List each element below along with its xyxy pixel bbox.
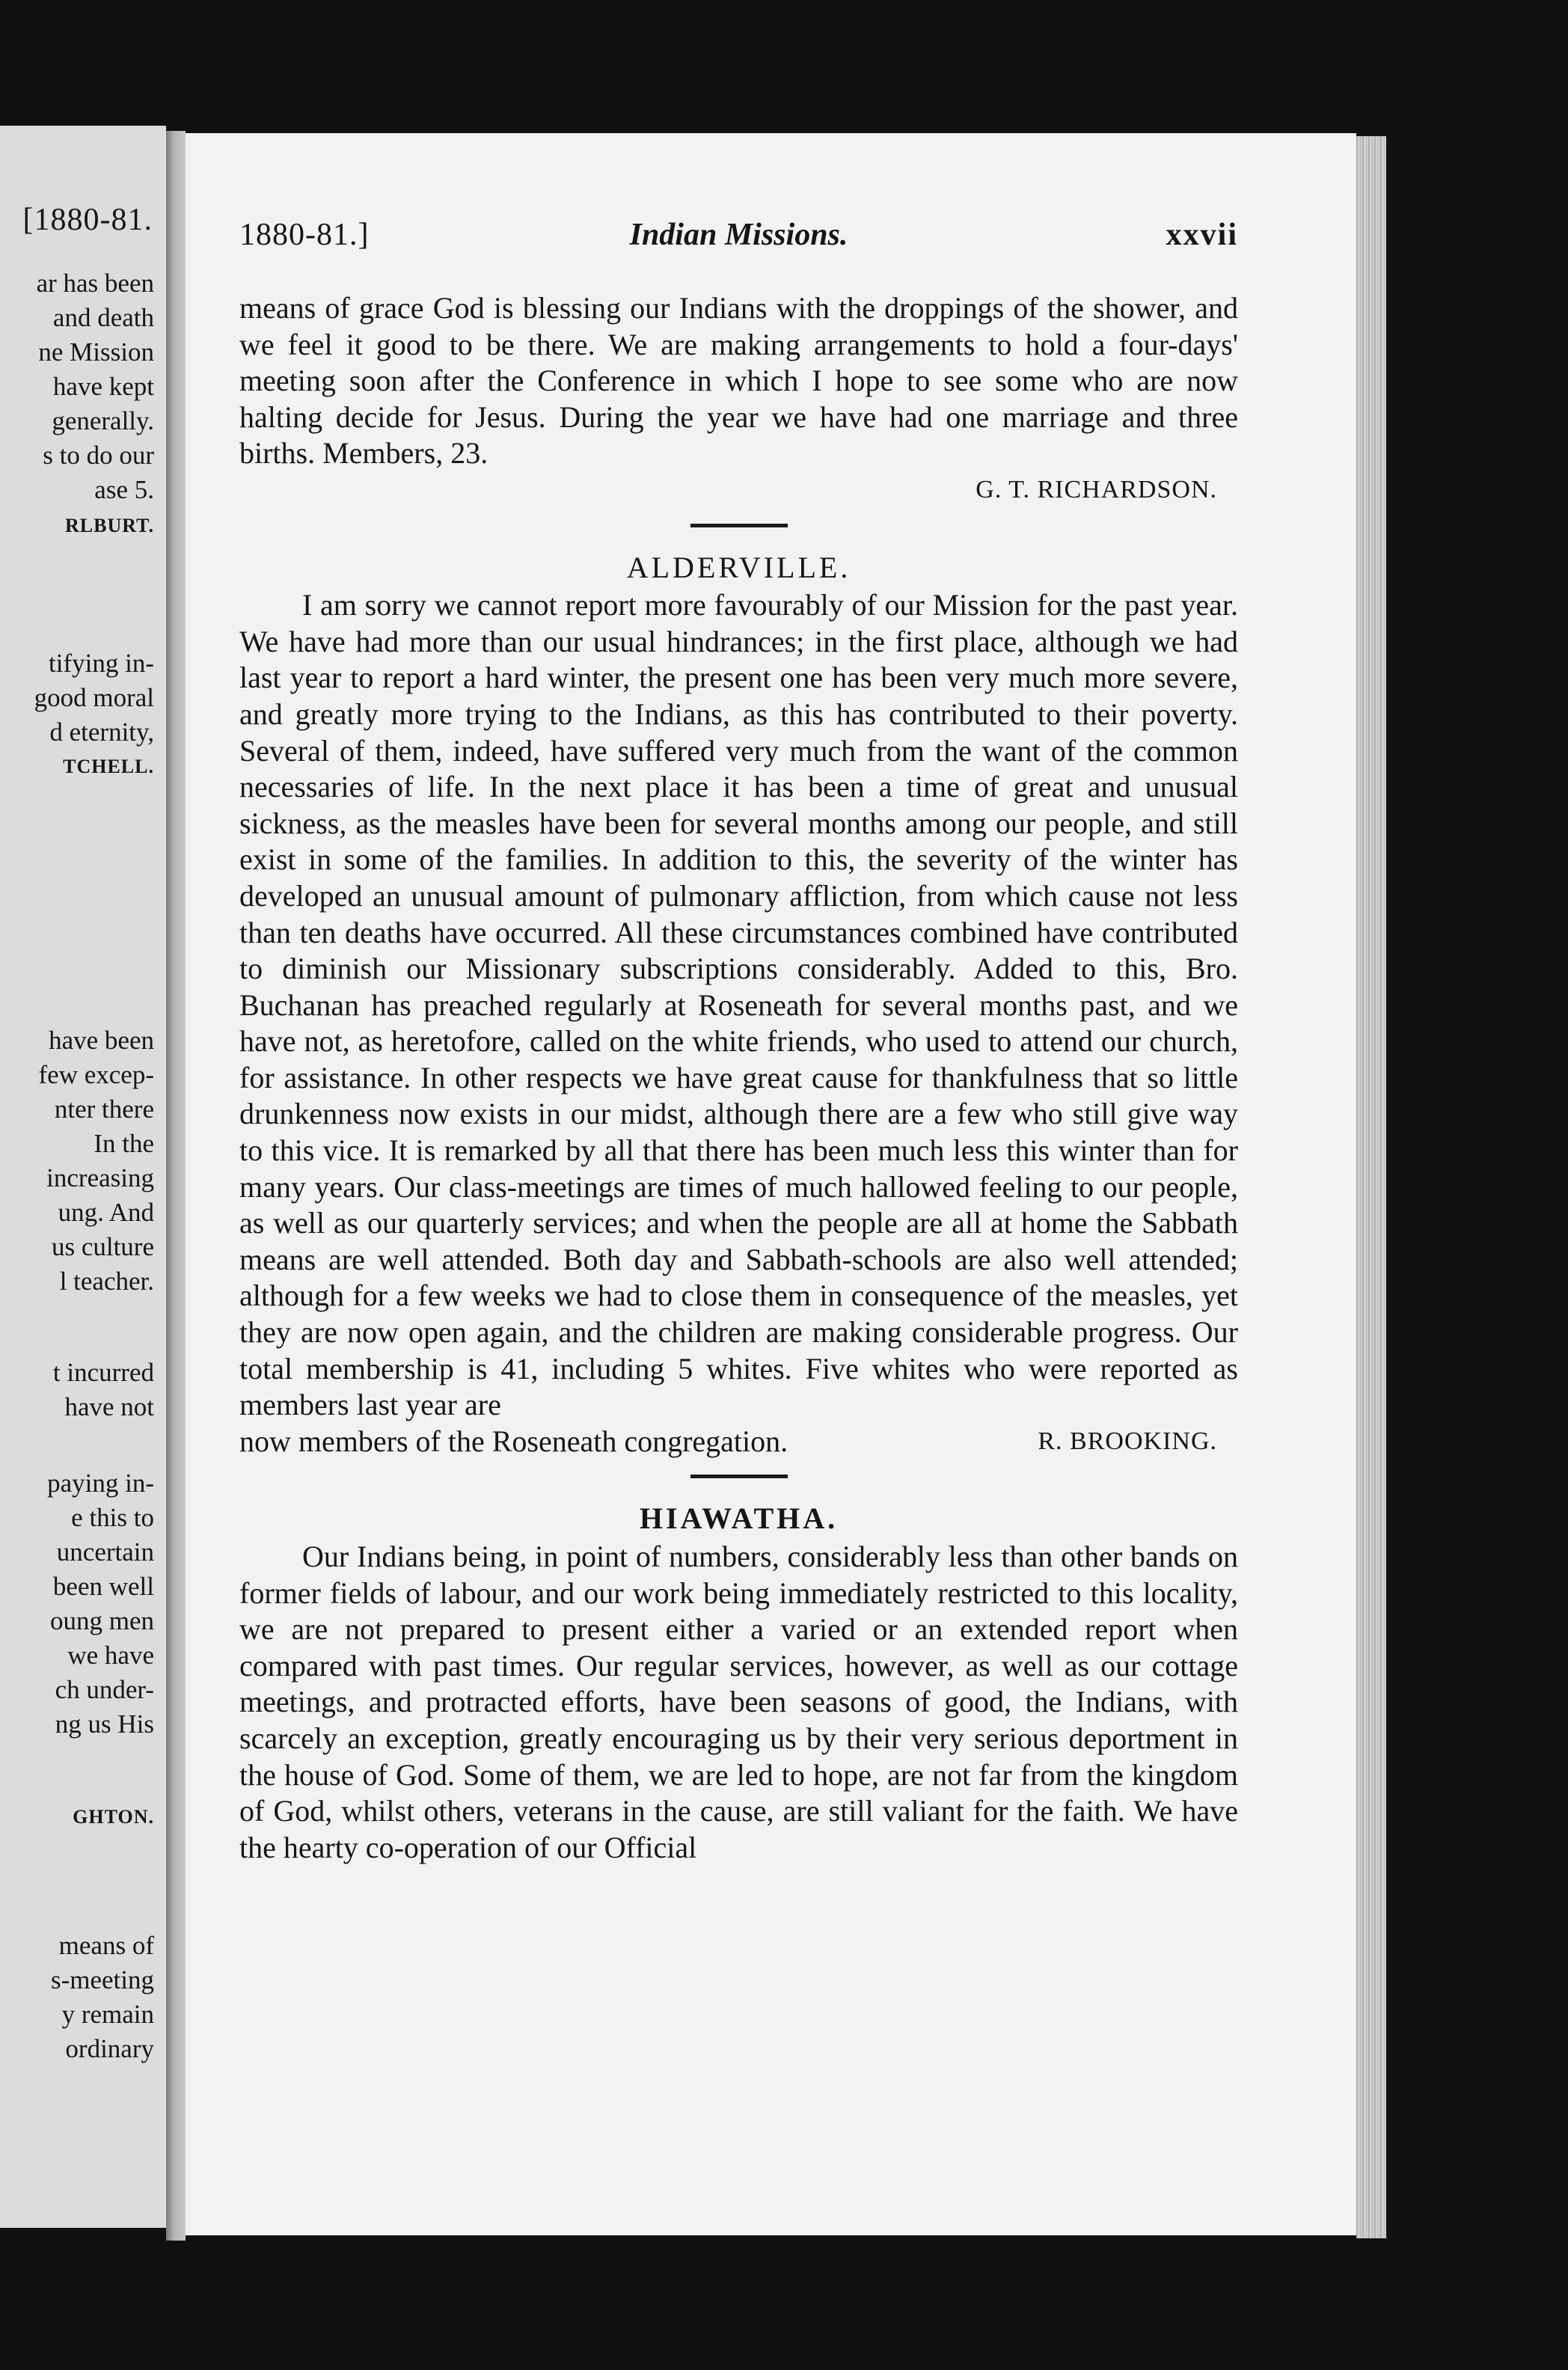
left-page-line: s to do our: [43, 441, 154, 470]
left-page-line: ne Mission: [38, 337, 154, 367]
left-page-line: been well: [52, 1572, 154, 1601]
intro-signature: G. T. RICHARDSON.: [976, 475, 1217, 503]
left-page-line: we have: [67, 1641, 154, 1670]
section-title-alderville: ALDERVILLE.: [626, 550, 851, 584]
left-page-line: ase 5.: [94, 475, 154, 504]
hiawatha-paragraph: Our Indians being, in point of numbers, considerably less than other bands on former fields of labour, and our work being immediately restricted to this locality, we are not prepared to present either a varied or an extended report when compared with past times. Our regular services, however, as well as our cottage meetings, and protracted efforts, have been seasons of good, the Indians, with scarcely an exception, greatly encouraging us by their very serious deportment in the house of God. Some of them, we are led to hope, are not far from the kingdom of God, whilst others, veterans in the cause, are still valiant for the faith. We have the hearty co-operation of our Official: [239, 1540, 1238, 1864]
left-page-line: y remain: [61, 2000, 154, 2029]
page-edges: [1356, 136, 1386, 2238]
header-title: Indian Missions.: [629, 218, 848, 252]
left-page-line: paying in-: [47, 1469, 154, 1498]
left-page-line: d eternity,: [49, 717, 154, 747]
header-year: 1880-81.]: [239, 218, 370, 252]
left-page-line: have kept: [52, 372, 154, 401]
left-page-line: tifying in-: [49, 649, 154, 678]
left-page-line: few excep-: [38, 1060, 154, 1089]
left-page-line: oung men: [49, 1606, 154, 1635]
intro-paragraph: means of grace God is blessing our Indians with the droppings of the shower, and we feel it good to be there. We are making arrangements to hold a four-days' meeting soon after the Conference in which I hope to see some who are now halting decide for Jesus. During the year we have had one marriage and three births. Members, 23.: [239, 291, 1238, 471]
left-page-line: GHTON.: [73, 1806, 154, 1828]
left-page-line: means of: [58, 1931, 154, 1960]
left-page-header: [1880-81.: [22, 203, 153, 237]
section-title-hiawatha: HIAWATHA.: [639, 1501, 839, 1536]
alderville-closing-line: [239, 1424, 1238, 1460]
section-divider: [690, 524, 788, 527]
page-body: [239, 290, 1238, 1866]
left-page-line: t incurred: [52, 1358, 154, 1387]
left-page-line: ordinary: [65, 2034, 154, 2063]
left-page-line: good moral: [34, 683, 154, 712]
alderville-last-line: now members of the Roseneath congregation.: [239, 1424, 788, 1458]
left-page-line: and death: [52, 303, 154, 332]
left-page-line: generally.: [52, 406, 154, 435]
running-header: [239, 217, 1238, 262]
left-page-line: s-meeting: [50, 1965, 154, 1994]
left-page-line: ung. And: [58, 1198, 154, 1227]
alderville-signature: R. BROOKING.: [1038, 1427, 1217, 1455]
book-gutter: [166, 131, 186, 2241]
left-page-line: TCHELL.: [63, 756, 154, 777]
header-page-number: xxvii: [1166, 218, 1238, 252]
left-page-line: have been: [49, 1026, 154, 1055]
left-page-line: e this to: [71, 1503, 154, 1532]
alderville-paragraph: I am sorry we cannot report more favourably of our Mission for the past year. We have had more than our usual hindrances; in the first place, although we had last year to report a hard winter, the present one has been very much more severe, and greatly more trying to the Indians, as this has contributed to their poverty. Several of them, indeed, have suffered very much from the want of the common necessaries of life. In the next place it has been a time of great and unusual sickness, as the measles have been for several months among our people, and still exist in some of the families. In addition to this, the severity of the winter has developed an unusual amount of pulmonary affliction, from which cause not less than ten deaths have occurred. All these circumstances combined have contributed to diminish our Missionary subscriptions considerably. Added to this, Bro. Buchanan has preached regularly at Roseneath for several months past, and we have not, as heretofore, called on the white friends, who used to attend our church, for assistance. In other respects we have great cause for thankfulness that so little drunkenness now exists in our midst, although there are a few who still give way to this vice. It is remarked by all that there has been much less this winter than for many years. Our class-meetings are times of much hallowed feeling to our people, as well as our quarterly services; and when the people are all at home the Sabbath means are well attended. Both day and Sabbath-schools are also well attended; although for a few weeks we had to close them in consequence of the measles, yet they are now open again, and the children are making considerable progress. Our total membership is 41, including 5 whites. Five whites who were reported as members last year are: [239, 588, 1238, 1422]
left-page-line: ch under-: [55, 1675, 154, 1704]
left-page-line: RLBURT.: [64, 515, 154, 536]
right-page: [186, 133, 1356, 2235]
left-page-line: us culture: [51, 1232, 154, 1261]
left-page-line: In the: [94, 1129, 154, 1158]
left-page-fragment: [0, 126, 166, 2228]
left-page-line: nter there: [54, 1094, 154, 1124]
left-page-line: increasing: [46, 1163, 154, 1192]
left-page-line: have not: [64, 1392, 154, 1421]
left-page-line: uncertain: [56, 1537, 154, 1567]
section-divider: [690, 1475, 788, 1478]
left-page-line: ar has been: [36, 269, 154, 298]
left-page-line: ng us His: [55, 1709, 154, 1739]
left-page-line: l teacher.: [59, 1267, 154, 1296]
